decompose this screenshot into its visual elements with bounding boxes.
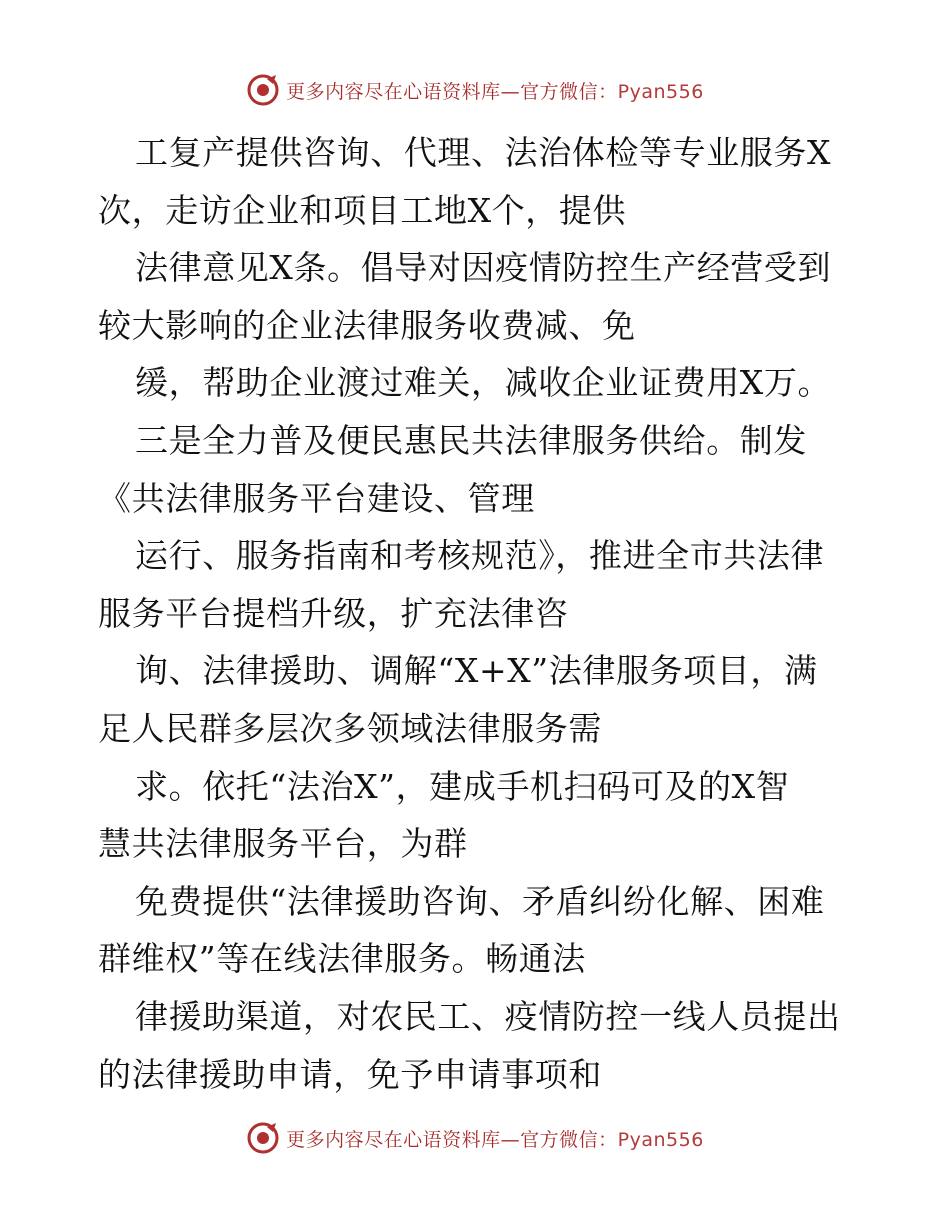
text-line: 缓，帮助企业渡过难关，减收企业证费用X万。	[135, 363, 832, 403]
text-line: 工复产提供咨询、代理、法治体检等专业服务X	[135, 133, 832, 172]
header-banner	[0, 70, 950, 110]
text-line: 次，走访企业和项目工地X个，提供	[98, 190, 627, 230]
text-line: 免费提供“法律援助咨询、矛盾纠纷化解、困难	[135, 881, 825, 921]
logo-icon	[246, 73, 280, 107]
text-line: 服务平台提档升级，扩充法律咨	[98, 593, 569, 633]
document-body	[98, 124, 858, 1103]
text-line: 求。依托“法治X”，建成手机扫码可及的X智	[135, 766, 790, 806]
text-line: 三是全力普及便民惠民共法律服务供给。制发	[135, 420, 807, 460]
text-line: 群维权”等在线法律服务。畅通法	[98, 939, 586, 979]
text-line: 的法律援助申请，免予申请事项和	[98, 1054, 602, 1094]
banner-title: 更多内容尽在心语资料库—官方微信：	[286, 1128, 618, 1151]
footer-banner	[0, 1118, 950, 1158]
text-line: 法律意见X条。倡导对因疫情防控生产经营受到	[135, 248, 832, 288]
text-line: 《共法律服务平台建设、管理	[98, 478, 535, 518]
text-line: 足人民群多层次多领域法律服务需	[98, 708, 602, 748]
banner-text	[286, 1125, 704, 1152]
logo-icon	[246, 1121, 280, 1155]
banner-title: 更多内容尽在心语资料库—官方微信：	[286, 80, 618, 103]
banner-handle: Pyan556	[617, 80, 704, 103]
banner-text	[286, 77, 704, 104]
banner-handle: Pyan556	[617, 1128, 704, 1151]
text-line: 询、法律援助、调解“X+X”法律服务项目，满	[135, 651, 818, 691]
text-line: 较大影响的企业法律服务收费减、免	[98, 305, 636, 345]
text-line: 律援助渠道，对农民工、疫情防控一线人员提出	[135, 996, 841, 1036]
text-line: 慧共法律服务平台，为群	[98, 824, 468, 864]
text-line: 运行、服务指南和考核规范》，推进全市共法律	[135, 536, 825, 576]
